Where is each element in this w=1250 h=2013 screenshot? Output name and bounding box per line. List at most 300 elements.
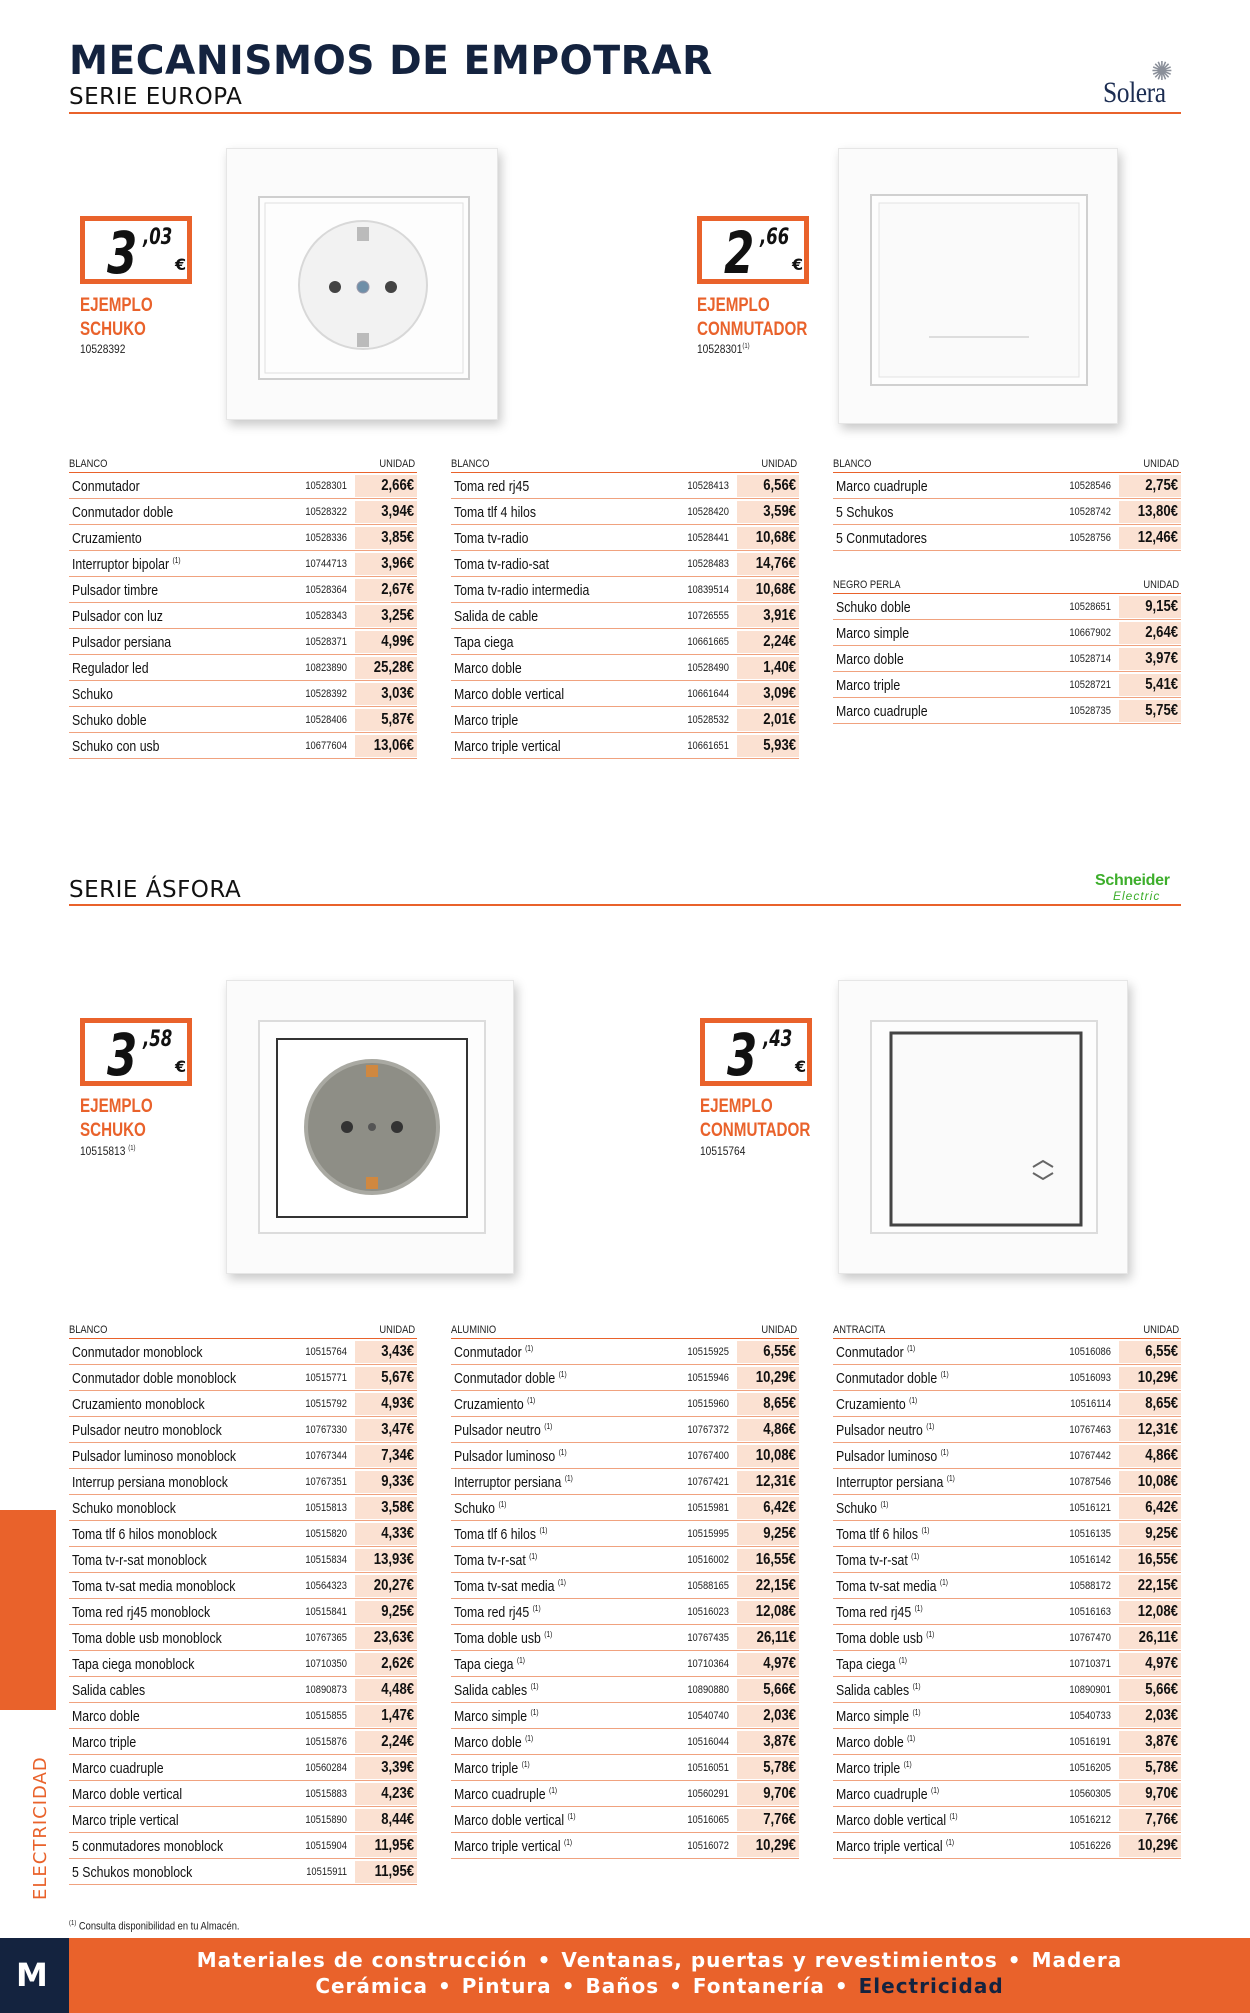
product-name: Conmutador doble $^{(1)}$ xyxy=(454,1370,567,1387)
table-row xyxy=(833,646,1181,672)
product-code: 10515855 xyxy=(305,1710,347,1722)
footer-category: Cerámica xyxy=(315,1974,428,1998)
table-row xyxy=(451,1807,799,1833)
table-row xyxy=(451,629,799,655)
table-row xyxy=(833,1547,1181,1573)
product-price: 8,65€ xyxy=(737,1393,799,1415)
product-name: Pulsador con luz xyxy=(72,608,163,625)
product-code: 10661651 xyxy=(687,740,729,752)
product-code: 10515960 xyxy=(687,1398,729,1410)
table-header: BLANCO UNIDAD xyxy=(69,458,417,473)
sunburst-icon: ✺ xyxy=(1151,56,1173,86)
table-row xyxy=(833,1677,1181,1703)
product-price: 6,56€ xyxy=(737,475,799,497)
product-price: 12,31€ xyxy=(737,1471,799,1493)
product-price: 3,03€ xyxy=(355,683,417,705)
product-code: 10839514 xyxy=(687,584,729,596)
table-row xyxy=(833,1703,1181,1729)
product-name: Toma red rj45 monoblock xyxy=(72,1604,211,1621)
product-code: 10661665 xyxy=(687,636,729,648)
product-code: 10767463 xyxy=(1069,1424,1111,1436)
footer-category: Ventanas, puertas y revestimientos xyxy=(561,1948,998,1972)
table-row xyxy=(69,603,417,629)
product-name: Conmutador doble monoblock xyxy=(72,1370,237,1387)
product-name: Marco triple vertical xyxy=(454,738,561,755)
table-row xyxy=(833,1651,1181,1677)
product-price: 2,62€ xyxy=(355,1653,417,1675)
product-code: 10528546 xyxy=(1069,480,1111,492)
product-code: 10588172 xyxy=(1069,1580,1111,1592)
product-code: 10528651 xyxy=(1069,601,1111,613)
table-row xyxy=(833,1833,1181,1859)
table-header: ANTRACITA UNIDAD xyxy=(833,1324,1181,1339)
product-name: Toma tv-radio intermedia xyxy=(454,582,590,599)
product-code: 10710364 xyxy=(687,1658,729,1670)
price-badge: 2 ,66 € xyxy=(697,216,809,284)
product-code: 10516205 xyxy=(1069,1762,1111,1774)
product-price: 8,44€ xyxy=(355,1809,417,1831)
product-price: 9,70€ xyxy=(737,1783,799,1805)
product-name: Toma doble usb monoblock xyxy=(72,1630,222,1647)
product-name: Toma doble usb $^{(1)}$ xyxy=(454,1630,553,1647)
product-price: 5,41€ xyxy=(1119,674,1181,696)
product-price: 4,93€ xyxy=(355,1393,417,1415)
product-price: 4,86€ xyxy=(737,1419,799,1441)
product-name: Conmutador $^{(1)}$ xyxy=(454,1344,534,1361)
product-price: 10,08€ xyxy=(1119,1471,1181,1493)
product-price: 2,64€ xyxy=(1119,622,1181,644)
product-name: 5 Schukos monoblock xyxy=(72,1864,193,1881)
table-row xyxy=(69,1339,417,1365)
product-price: 20,27€ xyxy=(355,1575,417,1597)
table-row xyxy=(69,707,417,733)
product-price: 1,40€ xyxy=(737,657,799,679)
table-row xyxy=(69,629,417,655)
product-code: 10528532 xyxy=(687,714,729,726)
table-row xyxy=(833,1755,1181,1781)
product-name: Toma red rj45 $^{(1)}$ xyxy=(454,1604,541,1621)
product-name: Schuko doble xyxy=(836,599,911,616)
product-name: Toma tlf 4 hilos xyxy=(454,504,537,521)
table-row xyxy=(451,681,799,707)
product-code: 10528420 xyxy=(687,506,729,518)
product-name: Marco triple vertical xyxy=(72,1812,179,1829)
price-badge: 3 ,58 € xyxy=(80,1018,192,1086)
table-row xyxy=(833,1469,1181,1495)
product-code: 10890901 xyxy=(1069,1684,1111,1696)
product-name: Marco triple $^{(1)}$ xyxy=(836,1760,912,1777)
product-code: 10677604 xyxy=(305,740,347,752)
product-name: Cruzamiento xyxy=(72,530,142,547)
product-name: Toma doble usb $^{(1)}$ xyxy=(836,1630,935,1647)
product-name: Toma tlf 6 hilos $^{(1)}$ xyxy=(454,1526,548,1543)
product-code: 10528322 xyxy=(305,506,347,518)
product-price: 8,65€ xyxy=(1119,1393,1181,1415)
product-name: Schuko monoblock xyxy=(72,1500,176,1517)
product-code: 10515834 xyxy=(305,1554,347,1566)
price-table xyxy=(69,458,417,759)
product-price: 12,08€ xyxy=(737,1601,799,1623)
product-name: Marco doble vertical xyxy=(72,1786,183,1803)
price-table xyxy=(69,1324,417,1885)
schneider-logo: Schneider Electric xyxy=(1095,872,1170,903)
table-row xyxy=(69,1365,417,1391)
product-price: 25,28€ xyxy=(355,657,417,679)
product-code: 10787546 xyxy=(1069,1476,1111,1488)
product-name: Schuko $^{(1)}$ xyxy=(836,1500,889,1517)
product-name: Pulsador persiana xyxy=(72,634,172,651)
product-price: 26,11€ xyxy=(737,1627,799,1649)
product-name: Toma tv-radio-sat xyxy=(454,556,550,573)
product-name: Pulsador neutro $^{(1)}$ xyxy=(454,1422,553,1439)
table-row xyxy=(69,1495,417,1521)
example-code: 10528392 xyxy=(80,342,126,356)
product-price: 5,87€ xyxy=(355,709,417,731)
product-code: 10515883 xyxy=(305,1788,347,1800)
product-code: 10528406 xyxy=(305,714,347,726)
product-price: 23,63€ xyxy=(355,1627,417,1649)
table-row xyxy=(451,1443,799,1469)
product-price: 4,97€ xyxy=(737,1653,799,1675)
divider xyxy=(69,112,1181,114)
example-code: 10515764 xyxy=(700,1144,746,1158)
product-price: 4,48€ xyxy=(355,1679,417,1701)
product-price: 4,99€ xyxy=(355,631,417,653)
product-price: 6,42€ xyxy=(1119,1497,1181,1519)
product-name: Marco triple vertical $^{(1)}$ xyxy=(836,1838,955,1855)
product-code: 10767351 xyxy=(305,1476,347,1488)
product-code: 10767344 xyxy=(305,1450,347,1462)
product-price: 10,68€ xyxy=(737,579,799,601)
product-name: Toma tv-radio xyxy=(454,530,529,547)
product-price: 5,93€ xyxy=(737,735,799,757)
product-name: Tapa ciega $^{(1)}$ xyxy=(836,1656,907,1673)
product-code: 10767365 xyxy=(305,1632,347,1644)
table-row xyxy=(69,1469,417,1495)
product-price: 7,76€ xyxy=(737,1809,799,1831)
price-table xyxy=(833,1324,1181,1859)
table-row xyxy=(69,1443,417,1469)
price-badge: 3 ,43 € xyxy=(700,1018,812,1086)
product-name: Pulsador neutro monoblock xyxy=(72,1422,222,1439)
table-row xyxy=(69,1547,417,1573)
product-name: Pulsador luminoso monoblock xyxy=(72,1448,237,1465)
product-code: 10528413 xyxy=(687,480,729,492)
product-name: Marco doble $^{(1)}$ xyxy=(836,1734,916,1751)
product-code: 10515771 xyxy=(305,1372,347,1384)
product-code: 10516065 xyxy=(687,1814,729,1826)
product-name: Toma tv-sat media $^{(1)}$ xyxy=(454,1578,566,1595)
product-price: 5,66€ xyxy=(1119,1679,1181,1701)
product-price: 6,55€ xyxy=(737,1341,799,1363)
product-price: 3,59€ xyxy=(737,501,799,523)
product-name: Marco cuadruple xyxy=(836,703,928,720)
price-table xyxy=(833,458,1181,551)
table-row xyxy=(451,1495,799,1521)
product-price: 3,09€ xyxy=(737,683,799,705)
product-code: 10515876 xyxy=(305,1736,347,1748)
table-row xyxy=(69,1651,417,1677)
product-price: 10,29€ xyxy=(1119,1835,1181,1857)
product-name: Toma tv-r-sat monoblock xyxy=(72,1552,207,1569)
product-name: Marco triple xyxy=(454,712,519,729)
product-code: 10528343 xyxy=(305,610,347,622)
product-code: 10516135 xyxy=(1069,1528,1111,1540)
product-name: Regulador led xyxy=(72,660,149,677)
footer-category: Baños xyxy=(585,1974,660,1998)
table-row xyxy=(451,1729,799,1755)
product-name: Marco triple xyxy=(836,677,901,694)
table-row xyxy=(451,1677,799,1703)
price-table xyxy=(451,1324,799,1859)
product-name: Conmutador xyxy=(72,478,140,495)
product-name: Marco cuadruple $^{(1)}$ xyxy=(836,1786,940,1803)
product-price: 3,97€ xyxy=(1119,648,1181,670)
table-row xyxy=(69,733,417,759)
product-price: 7,76€ xyxy=(1119,1809,1181,1831)
table-row xyxy=(833,620,1181,646)
product-name: Cruzamiento $^{(1)}$ xyxy=(454,1396,536,1413)
table-row xyxy=(451,1547,799,1573)
product-price: 10,29€ xyxy=(737,1367,799,1389)
product-price: 13,06€ xyxy=(355,735,417,757)
product-name: Marco doble vertical $^{(1)}$ xyxy=(454,1812,576,1829)
product-price: 9,70€ xyxy=(1119,1783,1181,1805)
table-row xyxy=(451,1625,799,1651)
table-row xyxy=(69,1833,417,1859)
product-code: 10515946 xyxy=(687,1372,729,1384)
table-row xyxy=(451,499,799,525)
product-code: 10528714 xyxy=(1069,653,1111,665)
brand-logo: M xyxy=(0,1938,69,2013)
table-header: BLANCO UNIDAD xyxy=(833,458,1181,473)
footnote: $^{(1)}$ Consulta disponibilidad en tu Almacén. xyxy=(69,1920,240,1933)
table-row xyxy=(451,707,799,733)
table-row xyxy=(69,1521,417,1547)
example-label: EJEMPLO SCHUKO xyxy=(80,1096,153,1141)
product-code: 10710371 xyxy=(1069,1658,1111,1670)
product-price: 3,43€ xyxy=(355,1341,417,1363)
product-price: 14,76€ xyxy=(737,553,799,575)
product-code: 10516191 xyxy=(1069,1736,1111,1748)
table-row xyxy=(451,577,799,603)
table-row xyxy=(833,1417,1181,1443)
product-code: 10560291 xyxy=(687,1788,729,1800)
table-row xyxy=(451,1417,799,1443)
footer-categories: Cerámica • Pintura • Baños • Fontanería • Electricidad xyxy=(315,1974,1004,1998)
product-price: 9,15€ xyxy=(1119,596,1181,618)
product-code: 10767470 xyxy=(1069,1632,1111,1644)
product-price: 10,29€ xyxy=(737,1835,799,1857)
product-code: 10516212 xyxy=(1069,1814,1111,1826)
table-row xyxy=(451,473,799,499)
table-row xyxy=(451,1339,799,1365)
product-name: Marco doble xyxy=(454,660,522,677)
product-price: 3,25€ xyxy=(355,605,417,627)
table-row xyxy=(833,1339,1181,1365)
product-code: 10564323 xyxy=(305,1580,347,1592)
price-table xyxy=(833,579,1181,724)
product-name: Schuko con usb xyxy=(72,738,160,755)
example-label: EJEMPLO CONMUTADOR xyxy=(697,295,808,340)
product-price: 2,03€ xyxy=(1119,1705,1181,1727)
product-name: Pulsador luminoso $^{(1)}$ xyxy=(836,1448,949,1465)
schuko-socket-image xyxy=(226,980,514,1274)
table-row xyxy=(833,594,1181,620)
table-row xyxy=(451,655,799,681)
product-code: 10516114 xyxy=(1070,1398,1111,1410)
product-name: Marco doble xyxy=(72,1708,140,1725)
table-row xyxy=(451,551,799,577)
product-code: 10516093 xyxy=(1069,1372,1111,1384)
product-name: Salida cables $^{(1)}$ xyxy=(836,1682,921,1699)
product-price: 2,01€ xyxy=(737,709,799,731)
product-price: 4,86€ xyxy=(1119,1445,1181,1467)
series-asfora-title: SERIE ÁSFORA xyxy=(69,877,242,903)
product-code: 10767400 xyxy=(687,1450,729,1462)
product-price: 9,25€ xyxy=(737,1523,799,1545)
table-row xyxy=(833,1443,1181,1469)
product-name: Marco doble vertical $^{(1)}$ xyxy=(836,1812,958,1829)
product-price: 3,87€ xyxy=(1119,1731,1181,1753)
solera-logo: ✺ Solera xyxy=(1103,56,1173,109)
switch-image xyxy=(838,148,1118,424)
product-name: Marco triple vertical $^{(1)}$ xyxy=(454,1838,573,1855)
product-code: 10516023 xyxy=(687,1606,729,1618)
table-row xyxy=(69,1807,417,1833)
product-code: 10588165 xyxy=(687,1580,729,1592)
product-name: Schuko doble xyxy=(72,712,147,729)
product-code: 10516002 xyxy=(687,1554,729,1566)
section-tab xyxy=(0,1510,56,1710)
table-row xyxy=(69,499,417,525)
product-name: Marco triple xyxy=(72,1734,137,1751)
product-code: 10540740 xyxy=(687,1710,729,1722)
table-row xyxy=(833,1495,1181,1521)
page-title: MECANISMOS DE EMPOTRAR xyxy=(69,38,713,84)
product-name: Salida de cable xyxy=(454,608,539,625)
product-name: Tapa ciega $^{(1)}$ xyxy=(454,1656,525,1673)
table-row xyxy=(451,1755,799,1781)
product-price: 3,58€ xyxy=(355,1497,417,1519)
product-name: Conmutador monoblock xyxy=(72,1344,203,1361)
product-code: 10890880 xyxy=(687,1684,729,1696)
product-code: 10516072 xyxy=(687,1840,729,1852)
table-row xyxy=(833,1365,1181,1391)
product-price: 13,93€ xyxy=(355,1549,417,1571)
product-name: Marco triple $^{(1)}$ xyxy=(454,1760,530,1777)
footer-category: Madera xyxy=(1031,1948,1123,1972)
product-code: 10540733 xyxy=(1069,1710,1111,1722)
product-price: 2,75€ xyxy=(1119,475,1181,497)
product-code: 10515981 xyxy=(687,1502,729,1514)
product-code: 10767421 xyxy=(687,1476,729,1488)
product-name: Marco simple xyxy=(836,625,910,642)
product-code: 10515911 xyxy=(306,1866,347,1878)
product-price: 3,87€ xyxy=(737,1731,799,1753)
product-code: 10528371 xyxy=(305,636,347,648)
table-row xyxy=(451,1391,799,1417)
product-price: 9,33€ xyxy=(355,1471,417,1493)
product-code: 10516163 xyxy=(1069,1606,1111,1618)
product-price: 12,46€ xyxy=(1119,527,1181,549)
table-row xyxy=(69,655,417,681)
series-europa-title: SERIE EUROPA xyxy=(69,84,243,110)
table-row xyxy=(69,1703,417,1729)
table-row xyxy=(833,1573,1181,1599)
product-name: Conmutador $^{(1)}$ xyxy=(836,1344,916,1361)
product-name: 5 conmutadores monoblock xyxy=(72,1838,224,1855)
product-price: 6,42€ xyxy=(737,1497,799,1519)
product-code: 10516142 xyxy=(1069,1554,1111,1566)
product-price: 3,39€ xyxy=(355,1757,417,1779)
table-header: ALUMINIO UNIDAD xyxy=(451,1324,799,1339)
product-price: 16,55€ xyxy=(1119,1549,1181,1571)
table-row xyxy=(451,1703,799,1729)
schuko-socket-image xyxy=(226,148,498,420)
product-code: 10767435 xyxy=(687,1632,729,1644)
table-row xyxy=(69,1729,417,1755)
product-name: Marco cuadruple xyxy=(836,478,928,495)
product-price: 6,55€ xyxy=(1119,1341,1181,1363)
table-row xyxy=(69,1599,417,1625)
product-name: Toma tv-sat media $^{(1)}$ xyxy=(836,1578,948,1595)
product-code: 10515904 xyxy=(305,1840,347,1852)
product-code: 10528392 xyxy=(305,688,347,700)
product-price: 3,94€ xyxy=(355,501,417,523)
product-name: Cruzamiento $^{(1)}$ xyxy=(836,1396,918,1413)
table-row xyxy=(833,698,1181,724)
table-row xyxy=(69,473,417,499)
table-row xyxy=(69,1859,417,1885)
product-price: 9,25€ xyxy=(355,1601,417,1623)
table-header: NEGRO PERLA UNIDAD xyxy=(833,579,1181,594)
product-code: 10528364 xyxy=(305,584,347,596)
product-price: 12,31€ xyxy=(1119,1419,1181,1441)
table-row xyxy=(833,473,1181,499)
product-price: 10,68€ xyxy=(737,527,799,549)
product-code: 10515764 xyxy=(305,1346,347,1358)
product-code: 10515925 xyxy=(687,1346,729,1358)
product-name: Interruptor bipolar $^{(1)}$ xyxy=(72,556,181,573)
table-row xyxy=(69,1573,417,1599)
table-row xyxy=(451,1599,799,1625)
table-row xyxy=(69,577,417,603)
product-name: Interruptor persiana $^{(1)}$ xyxy=(836,1474,955,1491)
product-code: 10528441 xyxy=(687,532,729,544)
product-name: Schuko xyxy=(72,686,114,703)
product-price: 3,96€ xyxy=(355,553,417,575)
product-name: Marco cuadruple $^{(1)}$ xyxy=(454,1786,558,1803)
table-row xyxy=(451,1365,799,1391)
price-badge: 3 ,03 € xyxy=(80,216,192,284)
product-code: 10515995 xyxy=(687,1528,729,1540)
product-price: 5,66€ xyxy=(737,1679,799,1701)
product-name: Cruzamiento monoblock xyxy=(72,1396,205,1413)
product-code: 10710350 xyxy=(305,1658,347,1670)
product-price: 2,66€ xyxy=(355,475,417,497)
table-row xyxy=(833,1625,1181,1651)
product-name: Toma tv-sat media monoblock xyxy=(72,1578,236,1595)
table-row xyxy=(833,499,1181,525)
product-code: 10528301 xyxy=(305,480,347,492)
product-price: 2,24€ xyxy=(737,631,799,653)
product-code: 10515792 xyxy=(305,1398,347,1410)
table-row xyxy=(833,1781,1181,1807)
product-name: Pulsador neutro $^{(1)}$ xyxy=(836,1422,935,1439)
product-code: 10515813 xyxy=(305,1502,347,1514)
table-row xyxy=(833,525,1181,551)
